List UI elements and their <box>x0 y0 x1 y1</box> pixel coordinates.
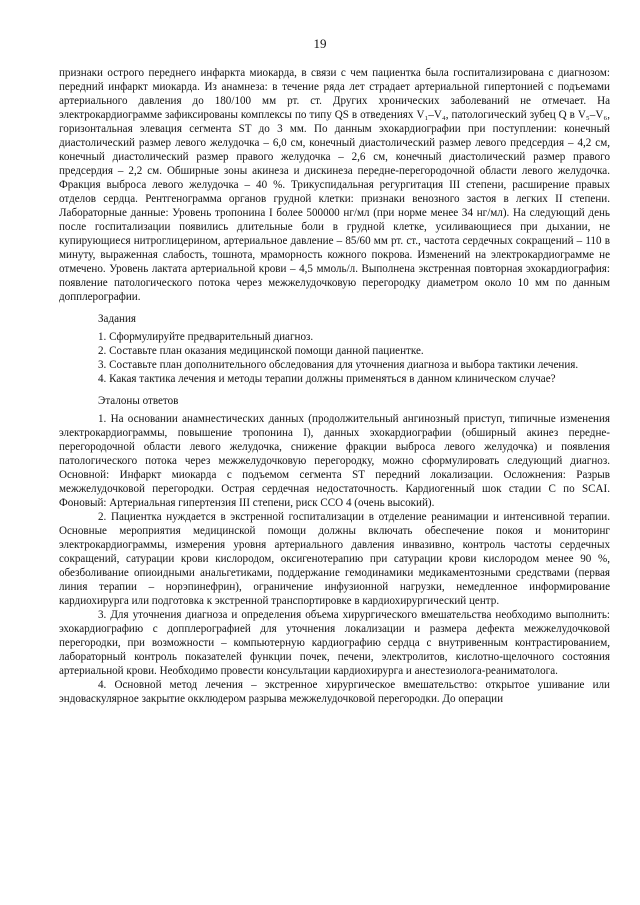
task-item-2: 2. Составьте план оказания медицинской помощи данной пациентке. <box>98 345 424 357</box>
tasks-heading: Задания <box>98 313 137 325</box>
page-number: 19 <box>313 36 327 51</box>
case-description-paragraph: признаки острого переднего инфаркта миокарда, в связи с чем пациентка была госпитализирована с диагнозом: передний инфаркт миокарда. Из анамнеза: в течение ряда лет страдает артериальной гипертонией с подъемами артериального давления до 180/100 мм рт. ст. Других хронических заболеваний не отмечает. На электрокардиограмме зафиксированы комплексы по типу QS в отведениях V₁–V₄, патологический зубец Q в V₅–V₆, горизонтальная элевация сегмента ST до 3 мм. По данным эхокардиографии при поступлении: конечный диастолический размер левого желудочка – 6,0 см, конечный диастолический размер левого предсердия – 4,2 см, конечный диастолический размер правого желудочка – 2,6 см, конечный диастолический размер правого предсердия – 2,2 см. Обширные зоны акинеза и дискинеза передне-перегородочной области левого желудочка. Фракция выброса левого желудочка – 40 %. Трикуспидальная регургитация III степени, расширение правых отделов сердца. Рентгенограмма органов грудной клетки: признаки венозного застоя в легких II степени. Лабораторные данные: Уровень тропонина I более 500000 нг/мл (при норме менее 34 нг/мл). На следующий день после госпитализации появились длительные боли в грудной клетке, усиливающиеся при дыхании, не купирующиеся нитроглицерином, артериальное давление – 85/60 мм рт. ст., частота сердечных сокращений – 110 в минуту, выраженная слабость, тошнота, мраморность кожного покрова. Изменений на электрокардиограмме не отмечено. Уровень лактата артериальной крови – 4,5 ммоль/л. Выполнена экстренная повторная эхокардиография: появление патологического потока через межжелудочковую перегородку диаметром около 10 мм по данным допплерографии. <box>59 67 610 303</box>
answer-item-2: 2. Пациентка нуждается в экстренной госпитализации в отделение реанимации и интенсивной терапии. Основные мероприятия медицинской помощи должны включать обеспечение покоя и мониторинг электрокардиограммы, измерения уровня артериального давления инвазивно, контроль частоты сердечных сокращений, сатурации крови кислородом, оксигенотерапию при сатурации крови кислородом менее 90 %, обезболивание опиоидными анальгетиками, поддержание гемодинамики медикаментозными средствами (первая линия терапии – норэпинефрин), ограничение инфузионной нагрузки, немедленное информирование кардиохирурга или подготовка к экстренной транспортировке в кардиохирургический центр. <box>59 511 610 607</box>
task-item-4: 4. Какая тактика лечения и методы терапии должны применяться в данном клиническом случае? <box>98 373 556 385</box>
task-item-1: 1. Сформулируйте предварительный диагноз. <box>98 331 314 343</box>
answer-item-3: 3. Для уточнения диагноза и определения объема хирургического вмешательства необходимо выполнить: эхокардиографию с допплерографией для уточнения локализации и размера дефекта межжелудочковой перегородки, при возможности – компьютерную кардиографию сердца с внутривенным контрастированием, лабораторный контроль показателей функции почек, печени, электролитов, кислотно-щелочного состояния артериальной крови. Необходимо провести консультации кардиохирурга и анестезиолога-реаниматолога. <box>59 609 610 677</box>
task-item-3: 3. Составьте план дополнительного обследования для уточнения диагноза и выбора тактики лечения. <box>98 359 579 371</box>
document-body <box>59 66 610 706</box>
answer-item-4: 4. Основной метод лечения – экстренное хирургическое вмешательство: открытое ушивание или эндоваскулярное закрытие окклюдером разрыва межжелудочковой перегородки. До операции <box>59 679 610 705</box>
answer-item-1: 1. На основании анамнестических данных (продолжительный ангинозный приступ, типичные изменения электрокардиограммы, повышение тропонина I), данных эхокардиографии (обширный акинез передне-перегородочной области левого желудочка, снижение фракции выброса левого желудочка) и появления патологического потока через межжелудочковую перегородку, можно сформулировать следующий диагноз. Основной: Инфаркт миокарда с подъемом сегмента ST передний локализации. Осложнения: Разрыв межжелудочковой перегородки. Острая сердечная недостаточность. Кардиогенный шок стадии С по SCAI. Фоновый: Артериальная гипертензия III степени, риск ССО 4 (очень высокий). <box>59 413 610 509</box>
answers-heading: Эталоны ответов <box>98 395 179 407</box>
